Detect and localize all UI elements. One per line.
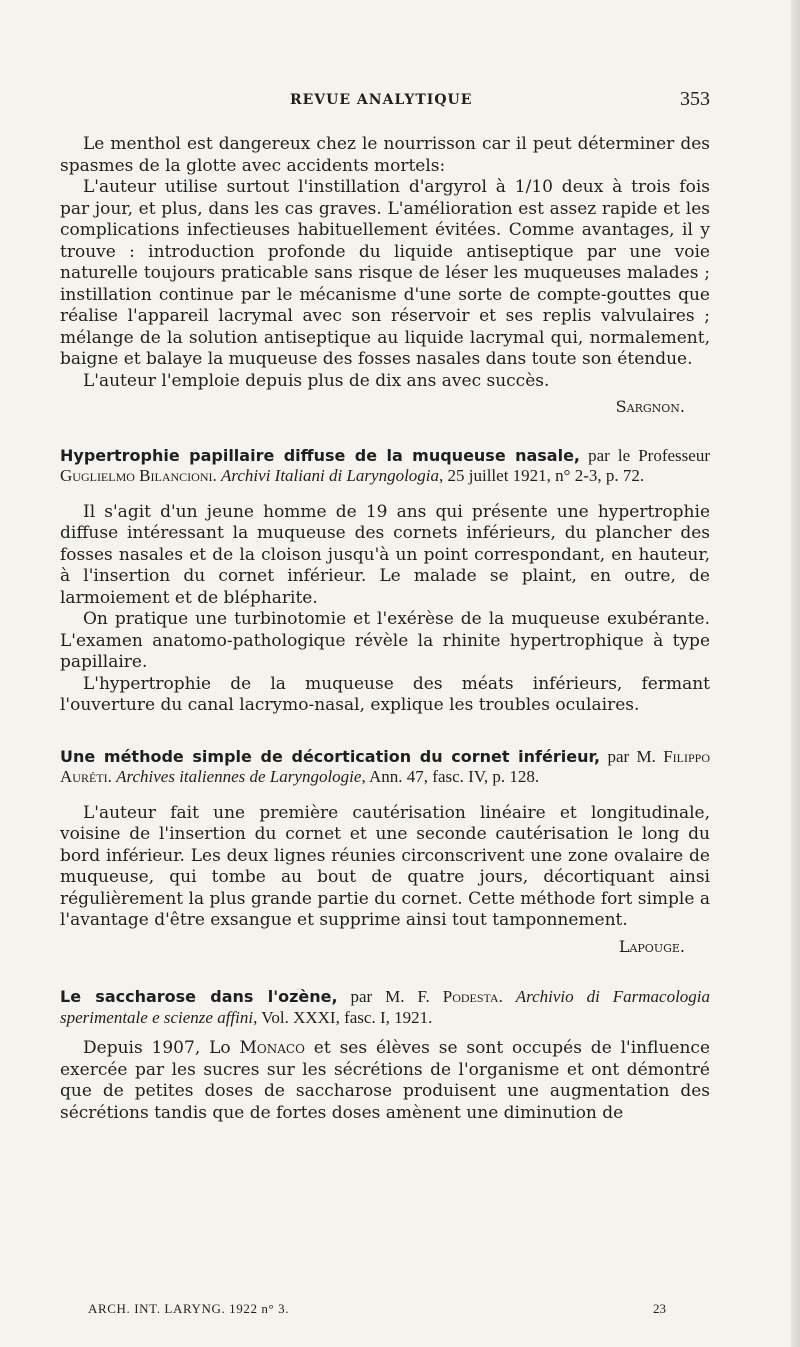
footer-signature-number: 23 [653, 1301, 666, 1316]
scan-edge-shadow [791, 0, 800, 1347]
article-journal: Archivi Italiani di Laryngologia [221, 466, 440, 485]
page-header [60, 88, 710, 120]
paragraph-rest: et ses élèves se sont occupés de l'influence exercée par les sucres sur les sécrétions de l'organisme et ont démontré que de petites doses de saccharose produisent une augmentation des sécrétions tandis que de fortes doses amènent une diminution de [60, 1038, 710, 1123]
spacer [60, 487, 710, 502]
page-content [60, 134, 710, 1124]
article-by: par M. F. [337, 987, 443, 1006]
article-title: Hypertrophie papillaire diffuse de la muqueuse nasale, [60, 445, 581, 465]
opening-paragraph: L'auteur l'emploie depuis plus de dix ans avec succès. [83, 370, 550, 391]
article-author: Guglielmo Bilancioni [60, 466, 213, 485]
article-title: Le saccharose dans l'ozène, [60, 987, 338, 1006]
article-paragraph: On pratique une turbinotomie et l'exérèse de la muqueuse exubérante. L'examen anatomo-pathologique révèle la rhinite hypertrophique à type papillaire. [60, 609, 710, 672]
cited-name: Monaco [239, 1038, 305, 1058]
article-separator: . [498, 987, 516, 1006]
article-title: Une méthode simple de décortication du cornet inférieur, [60, 746, 601, 766]
article-journal: Archivio di Farmacologia sperimentale e scienze affini [60, 987, 711, 1027]
article-heading [60, 446, 710, 487]
opening-paragraph: L'auteur utilise surtout l'instillation d'argyrol à 1/10 deux à trois fois par jour, et plus, dans les cas graves. L'amélioration est assez rapide et les complications infectieuses habituellement évitées. Comme avantages, il y trouve : introduction profonde du liquide antiseptique par une voie naturelle toujours praticable sans risque de léser les muqueuses malades ; instillation continue par le mécanisme d'une sorte de compte-gouttes que réalise l'appareil lacrymal avec son réservoir et ses replis valvulaires ; mélange de la solution antiseptique au liquide lacrymal qui, normalement, baigne et balaye la muqueuse des fosses nasales dans toute son étendue. [60, 177, 710, 369]
article-details: , 25 juillet 1921, n° 2-3, p. 72. [439, 466, 645, 485]
article-journal: Archives italiennes de Laryngologie [116, 767, 362, 786]
spacer [60, 788, 710, 803]
footer-journal-ref: ARCH. INT. LARYNG. 1922 n° 3. [88, 1301, 290, 1316]
running-title: REVUE ANALYTIQUE [290, 92, 473, 108]
article-author: Podesta [442, 987, 499, 1006]
signature-sargnon: Sargnon. [615, 397, 685, 416]
article-heading [60, 747, 710, 788]
article-paragraph: L'auteur fait une première cautérisation linéaire et longitudinale, voisine de l'insertion du cornet et une seconde cautérisation le long du bord inférieur. Les deux lignes réunies circonscrivent une zone ovalaire de muqueuse, qui tombe au bout de quatre jours, décortiquant ainsi régulièrement la plus grande partie du cornet. Cette méthode fort simple a l'avantage d'être exsangue et supprime ainsi tout tamponnement. [60, 802, 710, 930]
article-author: Filippo Auréti [60, 746, 710, 786]
article-separator: . [107, 767, 117, 786]
article-paragraph: Il s'agit d'un jeune homme de 19 ans qui présente une hypertrophie diffuse intéressant la muqueuse des cornets inférieurs, du plancher des fosses nasales et de la cloison jusqu'à un point correspondant, en hauteur, à l'insertion du cornet inférieur. Le malade se plaint, en outre, de larmoiement et de blépharite. [60, 501, 710, 608]
article-by: par M. [600, 746, 664, 766]
opening-paragraph: Le menthol est dangereux chez le nourrisson car il peut déterminer des spasmes de la glotte avec accidents mortels: [60, 134, 710, 176]
signature-lapouge: Lapouge. [618, 936, 685, 956]
article-paragraph: L'hypertrophie de la muqueuse des méats inférieurs, fermant l'ouverture du canal lacrymo-nasal, explique les troubles oculaires. [60, 673, 710, 715]
article-by: par le Professeur [580, 445, 710, 465]
article-separator: . [212, 466, 222, 485]
article-paragraph [60, 1038, 710, 1124]
spacer [60, 1028, 710, 1038]
article-details: , Vol. XXXI, fasc. I, 1921. [253, 1007, 433, 1027]
page-number: 353 [680, 88, 710, 110]
paragraph-prefix: Depuis 1907, Lo [83, 1038, 240, 1058]
article-heading [60, 987, 710, 1028]
article-details: , Ann. 47, fasc. IV, p. 128. [361, 767, 540, 786]
